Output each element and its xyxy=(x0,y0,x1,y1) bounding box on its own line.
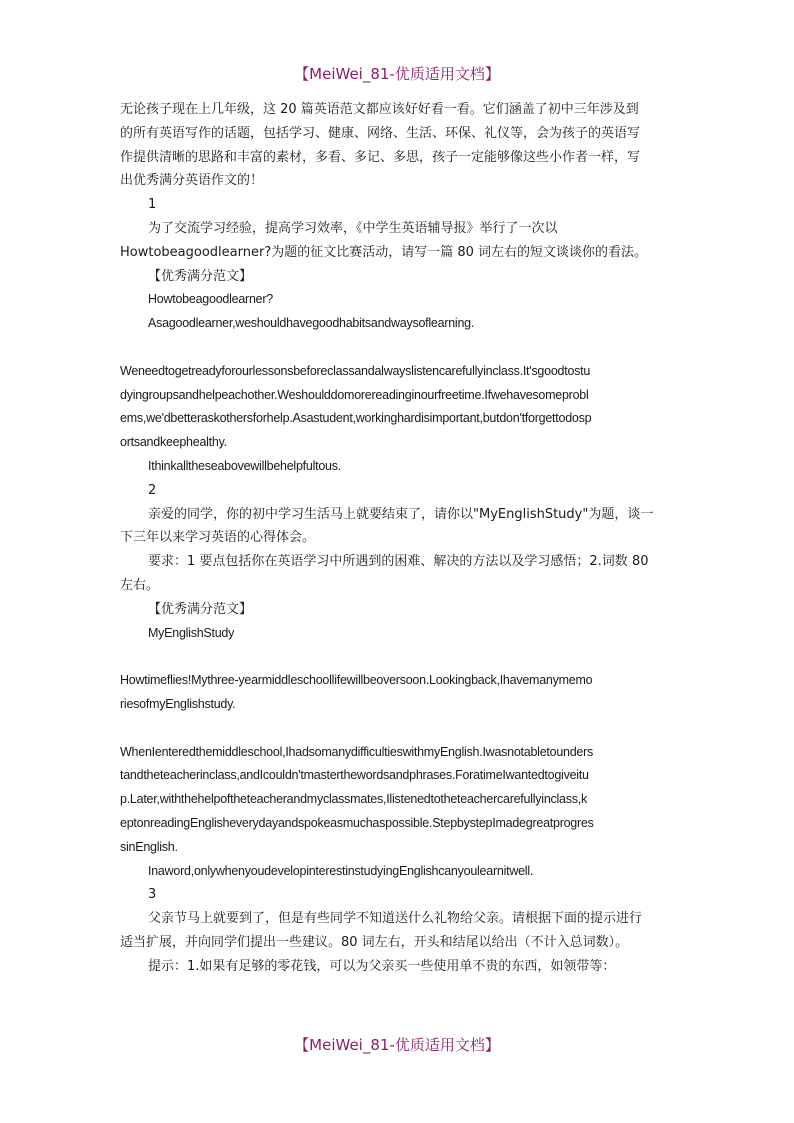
text-line: 1 xyxy=(148,197,157,213)
text-line: p.Later,withthehelpoftheteacherandmyclassmates,Ilistenedtotheteachercarefullyinclass,k xyxy=(120,792,587,807)
text-line: Weneedtogetreadyforourlessonsbeforeclassandalwayslistencarefullyinclass.It'sgoodtostu xyxy=(120,363,591,378)
text-line: Howtobeagoodlearner?为题的征文比赛活动，请写一篇 80 词左右的短文谈谈你的看法。 xyxy=(120,244,648,260)
text-line: Inaword,onlywhenyoudevelopinterestinstudyingEnglishcanyoulearnitwell. xyxy=(148,863,534,878)
blank-line xyxy=(120,336,676,360)
text-line: sinEnglish. xyxy=(120,839,178,854)
text-line: 左右。 xyxy=(120,577,160,593)
text-line: 出优秀满分英语作文的！ xyxy=(120,173,264,189)
text-line: WhenIenteredthemiddleschool,IhadsomanydifficultieswithmyEnglish.Iwasnotabletounders xyxy=(120,744,594,759)
text-line: Howtobeagoodlearner? xyxy=(148,292,273,307)
text-line: riesofmyEnglishstudy. xyxy=(120,696,236,711)
text-line: dyingroupsandhelpeachother.Weshoulddomorereadinginourfreetime.Ifwehavesomeprobl xyxy=(120,387,589,402)
text-line: eptonreadingEnglisheverydayandspokeasmuchaspossible.StepbystepImadegreatprogres xyxy=(120,815,594,830)
text-line: 为了交流学习经验，提高学习效率，《中学生英语辅导报》举行了一次以 xyxy=(148,220,558,236)
text-line: tandtheteacherinclass,andIcouldn'tmasterthewordsandphrases.ForatimeIwantedtogiveitu xyxy=(120,768,589,783)
text-line: 父亲节马上就要到了，但是有些同学不知道送什么礼物给父亲。请根据下面的提示进行 xyxy=(148,911,643,927)
text-line: 下三年以来学习英语的心得体会。 xyxy=(120,530,316,546)
page-footer: 【MeiWei_81-优质适用文档】 xyxy=(294,1036,500,1054)
text-line: 【优秀满分范文】 xyxy=(148,601,253,617)
text-line: 2 xyxy=(148,482,157,498)
text-line: 【优秀满分范文】 xyxy=(148,268,253,284)
text-line: 提示：1.如果有足够的零花钱，可以为父亲买一些使用单不贵的东西，如领带等： xyxy=(148,958,616,974)
text-line: 亲爱的同学，你的初中学习生活马上就要结束了，请你以"MyEnglishStudy"为题，谈一 xyxy=(148,506,654,522)
text-line: ortsandkeephealthy. xyxy=(120,435,227,450)
text-line: MyEnglishStudy xyxy=(148,625,235,640)
text-line: 作提供清晰的思路和丰富的素材，多看、多记、多思，孩子一定能够像这些小作者一样，写 xyxy=(120,149,641,165)
text-line: ems,we'dbetteraskothersforhelp.Asastudent,workinghardisimportant,butdon'tforgettodosp xyxy=(120,411,592,426)
text-line: Howtimeflies!Mythree-yearmiddleschoollifewillbeoversoon.Lookingback,Ihavemanymemo xyxy=(120,673,593,688)
text-line: 的所有英语写作的话题，包括学习、健康、网络、生活、环保、礼仪等，会为孩子的英语写 xyxy=(120,125,641,141)
text-line: 要求：1 要点包括你在英语学习中所遇到的困难、解决的方法以及学习感悟；2.词数 80 xyxy=(148,554,649,570)
text-line: Ithinkalltheseabovewillbehelpfultous. xyxy=(148,458,341,473)
text-line: 无论孩子现在上几年级，这 20 篇英语范文都应该好好看一看。它们涵盖了初中三年涉及到 xyxy=(120,102,639,117)
text-line: 适当扩展，并向同学们提出一些建议。80 词左右，开头和结尾以给出（不计入总词数）。 xyxy=(120,934,629,950)
blank-line xyxy=(120,717,676,741)
document-body xyxy=(120,98,676,978)
blank-line xyxy=(120,645,676,669)
text-line: 3 xyxy=(148,887,157,903)
text-line: Asagoodlearner,weshouldhavegoodhabitsandwaysoflearning. xyxy=(148,316,475,331)
page-header: 【MeiWei_81-优质适用文档】 xyxy=(294,65,500,83)
